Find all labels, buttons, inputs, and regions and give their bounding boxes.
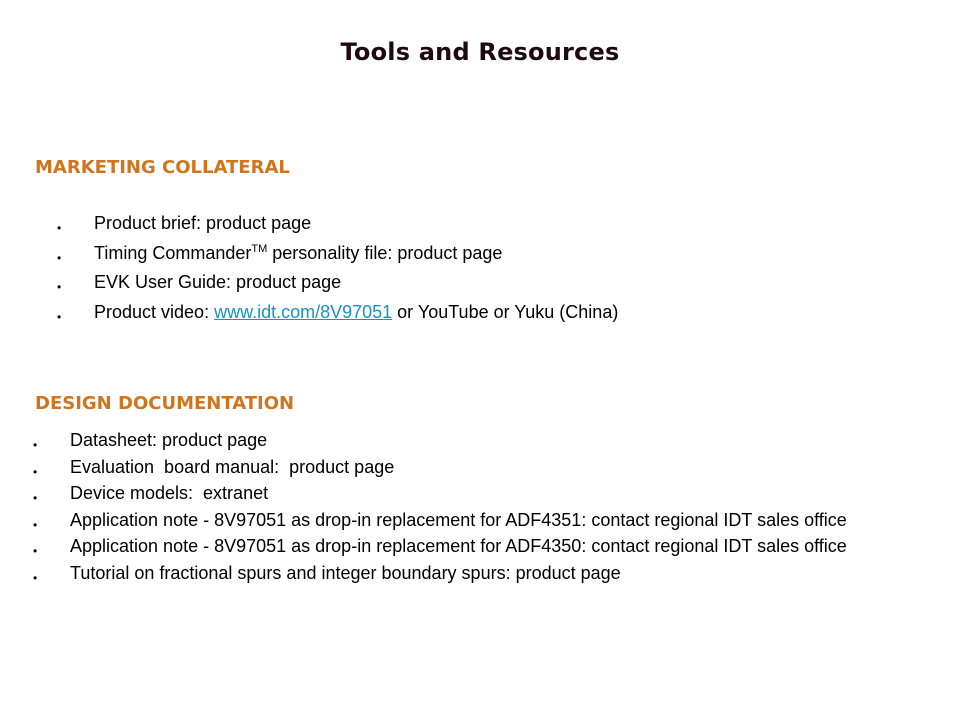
list-item-text-prefix: Timing Commander bbox=[94, 242, 252, 263]
list-item-text-suffix: or YouTube or Yuku (China) bbox=[392, 301, 619, 322]
bullet-icon: • bbox=[33, 517, 38, 532]
bullet-icon: • bbox=[33, 464, 38, 479]
list-item-text: Application note - 8V97051 as drop-in replacement for ADF4351: contact regional IDT sales office bbox=[70, 509, 847, 530]
list-item-app-note-adf4350 bbox=[33, 535, 847, 562]
list-item-evk-user-guide bbox=[57, 271, 618, 301]
bullet-icon: • bbox=[57, 221, 62, 235]
list-item-datasheet bbox=[33, 429, 847, 456]
list-item-device-models bbox=[33, 482, 847, 509]
bullet-icon: • bbox=[33, 570, 38, 585]
list-item-text: Product brief: product page bbox=[94, 213, 312, 233]
design-documentation-heading: DESIGN DOCUMENTATION bbox=[35, 393, 295, 414]
trademark-superscript: TM bbox=[251, 242, 268, 255]
list-item-timing-commander bbox=[57, 242, 618, 272]
list-item-text: Application note - 8V97051 as drop-in replacement for ADF4350: contact regional IDT sales office bbox=[70, 536, 847, 557]
marketing-collateral-heading: MARKETING COLLATERAL bbox=[35, 157, 290, 178]
list-item-text: Evaluation board manual: product page bbox=[70, 456, 395, 477]
marketing-collateral-list bbox=[57, 212, 619, 330]
page-title: Tools and Resources bbox=[340, 38, 620, 66]
list-item-text: EVK User Guide: product page bbox=[94, 272, 342, 292]
bullet-icon: • bbox=[33, 544, 38, 559]
design-documentation-list bbox=[33, 429, 847, 589]
list-item-product-brief bbox=[57, 212, 618, 242]
list-item-text-prefix: Product video: bbox=[94, 301, 215, 322]
list-item-text: Datasheet: product page bbox=[70, 430, 268, 450]
bullet-icon: • bbox=[33, 438, 38, 452]
list-item-tutorial-spurs bbox=[33, 562, 847, 589]
list-item-text: Tutorial on fractional spurs and integer boundary spurs: product page bbox=[70, 562, 621, 583]
bullet-icon: • bbox=[57, 309, 62, 324]
list-item-text: Device models: extranet bbox=[70, 483, 269, 504]
product-video-link[interactable]: www.idt.com/8V97051 bbox=[214, 301, 393, 322]
bullet-icon: • bbox=[57, 280, 62, 294]
list-item-app-note-adf4351 bbox=[33, 509, 847, 536]
list-item-product-video bbox=[57, 301, 619, 331]
bullet-icon: • bbox=[33, 491, 38, 506]
list-item-text-suffix: personality file: product page bbox=[267, 242, 503, 263]
bullet-icon: • bbox=[57, 250, 62, 265]
list-item-evaluation-board-manual bbox=[33, 456, 847, 483]
